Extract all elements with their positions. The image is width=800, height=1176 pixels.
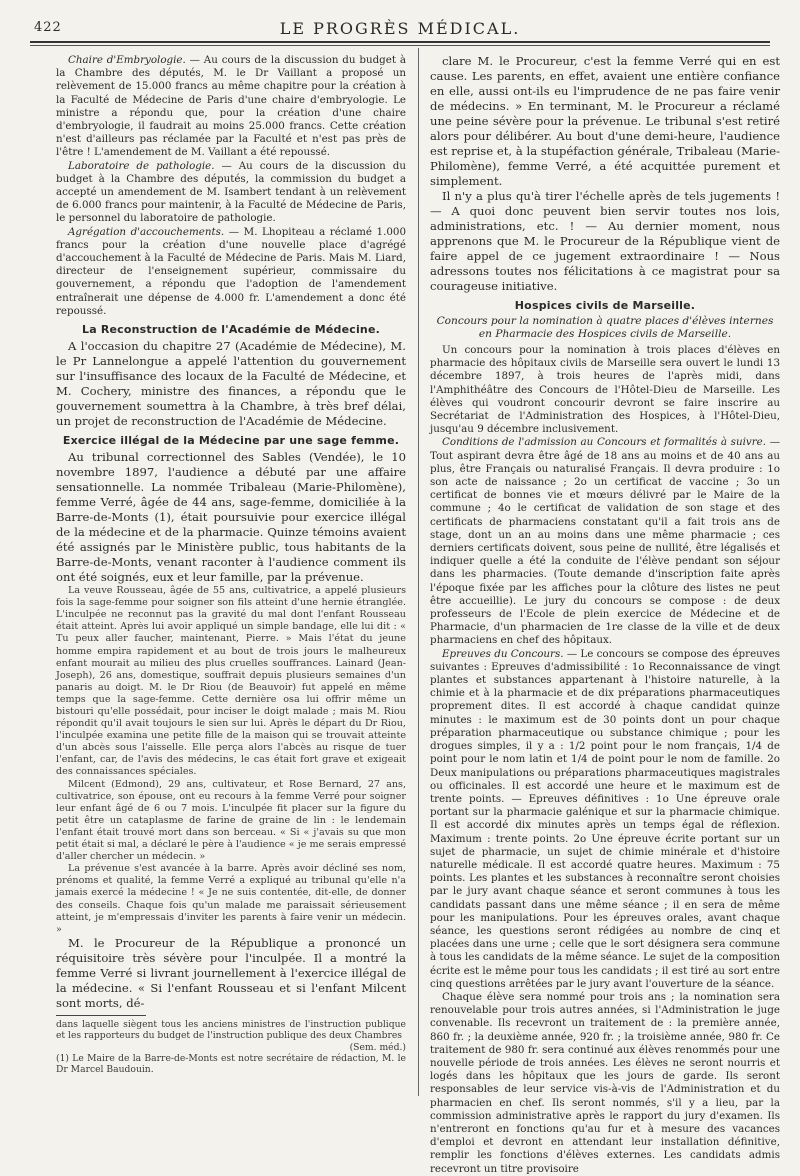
column-divider — [418, 48, 419, 1096]
paragraph-prevenue: La prévenue s'est avancée à la barre. Après avoir décliné ses nom, prénoms et qualité, la femme Verré a expliqué au tribunal qu'elle n'a jamais exercé la médecine ! « Je ne suis contentée, dit-elle, de donner des conseils. Chaque fois qu'un malade me paraissait sérieusement atteint, je m'empressais d'inviter les parents à faire venir un médecin. » — [56, 863, 406, 935]
footnote-continued — [56, 1019, 406, 1053]
paragraph-embryologie — [56, 54, 406, 160]
paragraph-body: — Au cours de la discussion du budget à la Chambre des députés, M. le Dr Vaillant a proposé un relèvement de 15.000 francs au même chapitre pour la création à la Faculté de Médecine de Paris d'une chaire d'embryologie. Le ministre a répondu que, pour la création d'une chaire d'embryologie, il faudrait au moins 25.000 francs. Cette création n'est d'ailleurs pas réclamée par la Faculté et n'est pas près de l'être ! L'amendement de M. Vaillant a été repoussé. — [56, 54, 406, 159]
paragraph-body: — Le concours se compose des épreuves suivantes : Epreuves d'admissibilité : 1o Reconnaissance de vingt plantes et substances appartenant à l'histoire naturelle, à la chimie et à la pharmacie et de dix préparations pharmaceutiques proprement dites. Il est accordé à chaque candidat quinze minutes : le maximum est de 30 points dont un pour chaque préparation pharmaceutique ou substance chimique ; pour les drogues simples, il y a : 1/2 point pour le nom français, 1/4 de point pour le nom latin et 1/4 de point pour le nom de famille. 2o Deux manipulations ou préparations pharmaceutiques magistrales ou officinales. Il est accordé une heure et le maximum est de trente points. — Epreuves définitives : 1o Une épreuve orale portant sur la pharmacie galénique et sur la pharmacie chimique. Il est accordé dix minutes après un temps égal de réflexion. Maximum : trente points. 2o Une épreuve écrite portant sur un sujet de pharmacie, un sujet de chimie minérale et d'histoire naturelle médicale. Il est accordé quatre heures. Maximum : 75 points. Les plantes et les substances à reconnaître seront choisies par le jury avant chaque séance et seront communes à tous les candidats passant dans une même séance ; il en sera de même pour les manipulations. Pour les épreuves orales, avant chaque séance, les questions seront rédigées au nombre de cinq et placées dans une urne ; celle que le sort désignera sera commune à tous les candidats de la même séance. Le sujet de la composition écrite est le même pour tous les candidats ; il est tiré au sort entre cinq questions arrêtées par le jury avant l'ouverture de la séance. — [430, 647, 780, 990]
paragraph-echelle: Il n'y a plus qu'à tirer l'échelle après de tels jugements ! — A quoi donc peuvent bien servir toutes nos lois, administrations, etc. ! — Au dernier moment, nous apprenons que M. le Procureur de la République vient de faire appel de ce jugement extraordinaire ! — Nous adressons toutes nos félicitations à ce magistrat pour sa courageuse initiative. — [430, 189, 780, 293]
paragraph-title: Agrégation d'accouchements. — [68, 225, 225, 238]
paragraph-title: Epreuves du Concours. — [442, 647, 564, 660]
journal-title: LE PROGRÈS MÉDICAL. — [279, 19, 521, 38]
right-column — [430, 54, 780, 1175]
heading-hospices-marseille: Hospices civils de Marseille. — [514, 299, 696, 312]
paragraph-title: Conditions de l'admission au Concours et formalités à suivre. — [442, 436, 766, 449]
paragraph-veuve-rousseau: La veuve Rousseau, âgée de 55 ans, cultivatrice, a appelé plusieurs fois la sage-femme pour soigner son fils atteint d'une hernie étranglée. L'inculpée ne reconnut pas la gravité du mal dont l'enfant Rousseau était atteint. Après lui avoir appliqué un simple bandage, elle lui dit : « Tu peux aller faucher, maintenant, Pierre. » Mais l'état du jeune homme empira rapidement et au bout de trois jours le malheureux enfant mourait au milieu des plus cruelles souffrances. Lainard (Jean-Joseph), 26 ans, domestique, souffrait depuis plusieurs semaines d'un panaris au doigt. M. le Dr Riou (de Beauvoir) fut appelé en même temps que la sage-femme. Cette dernière osa lui offrir même un bistouri qu'elle possédait, pour inciser le doigt malade ; mais M. Riou répondit qu'il avait toujours le sien sur lui. Après le départ du Dr Riou, l'inculpée examina une petite fille de la maison qui se trouvait atteinte d'un abcès sous l'aisselle. Elle perça alors l'abcès au risque de tuer l'enfant, car, de l'avis des médecins, le cas était fort grave et exigeait des connaissances spéciales. — [56, 585, 406, 778]
paragraph-agregation — [56, 226, 406, 318]
footnote-rule — [56, 1015, 146, 1016]
footnote-text: dans laquelle siègent tous les anciens ministres de l'instruction publique et les rapporteurs du budget de l'instruction publique des deux Chambres — [56, 1018, 406, 1042]
paragraph-title: Laboratoire de pathologie. — [68, 159, 215, 172]
footnote-1: (1) Le Maire de la Barre-de-Monts est notre secrétaire de rédaction, M. le Dr Marcel Baudouin. — [56, 1053, 406, 1076]
paragraph-milcent: Milcent (Edmond), 29 ans, cultivateur, et Rose Bernard, 27 ans, cultivatrice, son épouse, ont eu recours à la femme Verré pour soigner leur enfant âgé de 6 ou 7 mois. L'inculpée fit placer sur la figure du petit être un cataplasme de farine de graine de lin : le lendemain l'enfant était trouvé mort dans son berceau. « Si « j'avais su que mon petit était si mal, a déclaré le père à l'audience « je me serais empressé d'aller chercher un médecin. » — [56, 778, 406, 863]
paragraph-concours: Un concours pour la nomination à trois places d'élèves en pharmacie des hôpitaux civils de Marseille sera ouvert le lundi 13 décembre 1897, à trois heures de l'après midi, dans l'Amphithéâtre des Concours de l'Hôtel-Dieu de Marseille. Les élèves qui voudront concourir devront se faire inscrire au Secrétariat de l'Administration des Hospices, à l'Hôtel-Dieu, jusqu'au 9 décembre inclusivement. — [430, 344, 780, 436]
paragraph-body: — Au cours de la discussion du budget à la Chambre des députés, la commission du budget a accepté un amendement de M. Isambert tendant à un relèvement de 6.000 francs pour maintenir, à la Faculté de Médecine de Paris, le personnel du laboratoire de pathologie. — [56, 159, 406, 225]
paragraph-epreuves — [430, 648, 780, 991]
header-rule-thin — [30, 45, 770, 46]
left-column — [56, 54, 406, 1100]
paragraph-procureur-cont: clare M. le Procureur, c'est la femme Verré qui en est cause. Les parents, en effet, avaient une entière confiance en elle, aussi ont-ils eu l'imprudence de ne pas faire venir de médecins. » En terminant, M. le Procureur a réclamé une peine sévère pour la prévenue. Le tribunal s'est retiré alors pour délibérer. Au bout d'une demi-heure, l'audience est reprise et, à la stupéfaction générale, Tribaleau (Marie-Philomène), femme Verré, a été acquittée purement et simplement. — [430, 54, 780, 188]
footnote-source: (Sem. méd.) — [349, 1041, 406, 1053]
paragraph-body: — M. Lhopiteau a réclamé 1.000 francs pour la création d'une nouvelle place d'agrégé d'accouchement à la Faculté de Médecine de Paris. Mais M. Liard, directeur de l'enseignement supérieur, commissaire du gouvernement, a répondu que l'adoption de l'amendement entraînerait une dépense de 4.000 fr. L'amendement a donc été repoussé. — [56, 225, 406, 317]
heading-reconstruction: La Reconstruction de l'Académie de Médecine. — [81, 323, 380, 337]
paragraph-laboratoire — [56, 160, 406, 226]
paragraph-body: — Tout aspirant devra être âgé de 18 ans au moins et de 40 ans au plus, être Français ou naturalisé Français. Il devra produire : 1o son acte de naissance ; 2o un certificat de vaccine ; 3o un certificat de bonnes vie et mœurs délivré par le Maire de la commune ; 4o le certificat de validation de son stage et des certificats de pharmaciens constatant qu'il a fait trois ans de stage, dont un an au moins dans une même pharmacie ; ces derniers certificats doivent, sous peine de nullité, être légalisés et indiquer quelle a été la conduite de l'élève pendant son séjour dans les pharmacies. (Toute demande d'inscription faite après l'époque fixée par les affiches pour la clôture des listes ne peut être accueillie). Le jury du concours se compose : de deux professeurs de l'Ecole de plein exercice de Médecine et de Pharmacie, d'un pharmacien de 1re classe de la ville et de deux pharmaciens en chef des hôpitaux. — [430, 436, 780, 647]
page-number: 422 — [34, 20, 62, 35]
paragraph-procureur: M. le Procureur de la République a prononcé un réquisitoire très sévère pour l'inculpée. Il a montré la femme Verré si livrant journellement à l'exercice illégal de la médecine. « Si l'enfant Rousseau et si l'enfant Milcent sont morts, dé- — [56, 935, 406, 1010]
paragraph-title: Chaire d'Embryologie. — [68, 54, 186, 66]
paragraph-nomination: Chaque élève sera nommé pour trois ans ; la nomination sera renouvelable pour trois autres années, si l'Administration le juge convenable. Ils recevront un traitement de : la première année, 860 fr. ; la deuxième année, 920 fr. ; la troisième année, 980 fr. Ce traitement de 980 fr. sera continué aux élèves renommés pour une nouvelle période de trois années. Les élèves ne seront nourris et logés dans les hôpitaux que les jours de garde. Ils seront responsables de leur service vis-à-vis de l'Administration et du pharmacien en chef. Ils seront nommés, s'il y a lieu, par la commission administrative après le rapport du jury d'examen. Ils n'entreront en fonctions qu'au fur et à mesure des vacances d'emploi et devront en attendant leur installation définitive, remplir les fonctions d'élèves externes. Les candidats admis recevront un titre provisoire — [430, 990, 780, 1175]
paragraph-tribunal: Au tribunal correctionnel des Sables (Vendée), le 10 novembre 1897, l'audience a débuté par une affaire sensationnelle. La nommée Tribaleau (Marie-Philomène), femme Verré, âgée de 44 ans, sage-femme, domiciliée à la Barre-de-Monts (1), était poursuivie pour exercice illégal de la médecine et de la pharmacie. Quinze témoins avaient été assignés par le Ministère public, tous habitants de la Barre-de-Monts, venant raconter à l'audience comment ils ont été soignés, eux et leur famille, par la prévenue. — [56, 450, 406, 585]
header-rule — [30, 41, 770, 43]
subheading-concours: Concours pour la nomination à quatre places d'élèves internes en Pharmacie des Hospices civils de Marseille. — [436, 315, 774, 340]
page-header — [30, 18, 770, 40]
paragraph-conditions — [430, 436, 780, 647]
heading-exercice-illegal: Exercice illégal de la Médecine par une sage femme. — [62, 434, 400, 448]
paragraph-reconstruction: A l'occasion du chapitre 27 (Académie de Médecine), M. le Pr Lannelongue a appelé l'attention du gouvernement sur l'insuffisance des locaux de la Faculté de Médecine, et M. Cochery, ministre des finances, a répondu que le gouvernement soumettra à la Chambre, à très bref délai, un projet de reconstruction de l'Académie de Médecine. — [56, 339, 406, 429]
